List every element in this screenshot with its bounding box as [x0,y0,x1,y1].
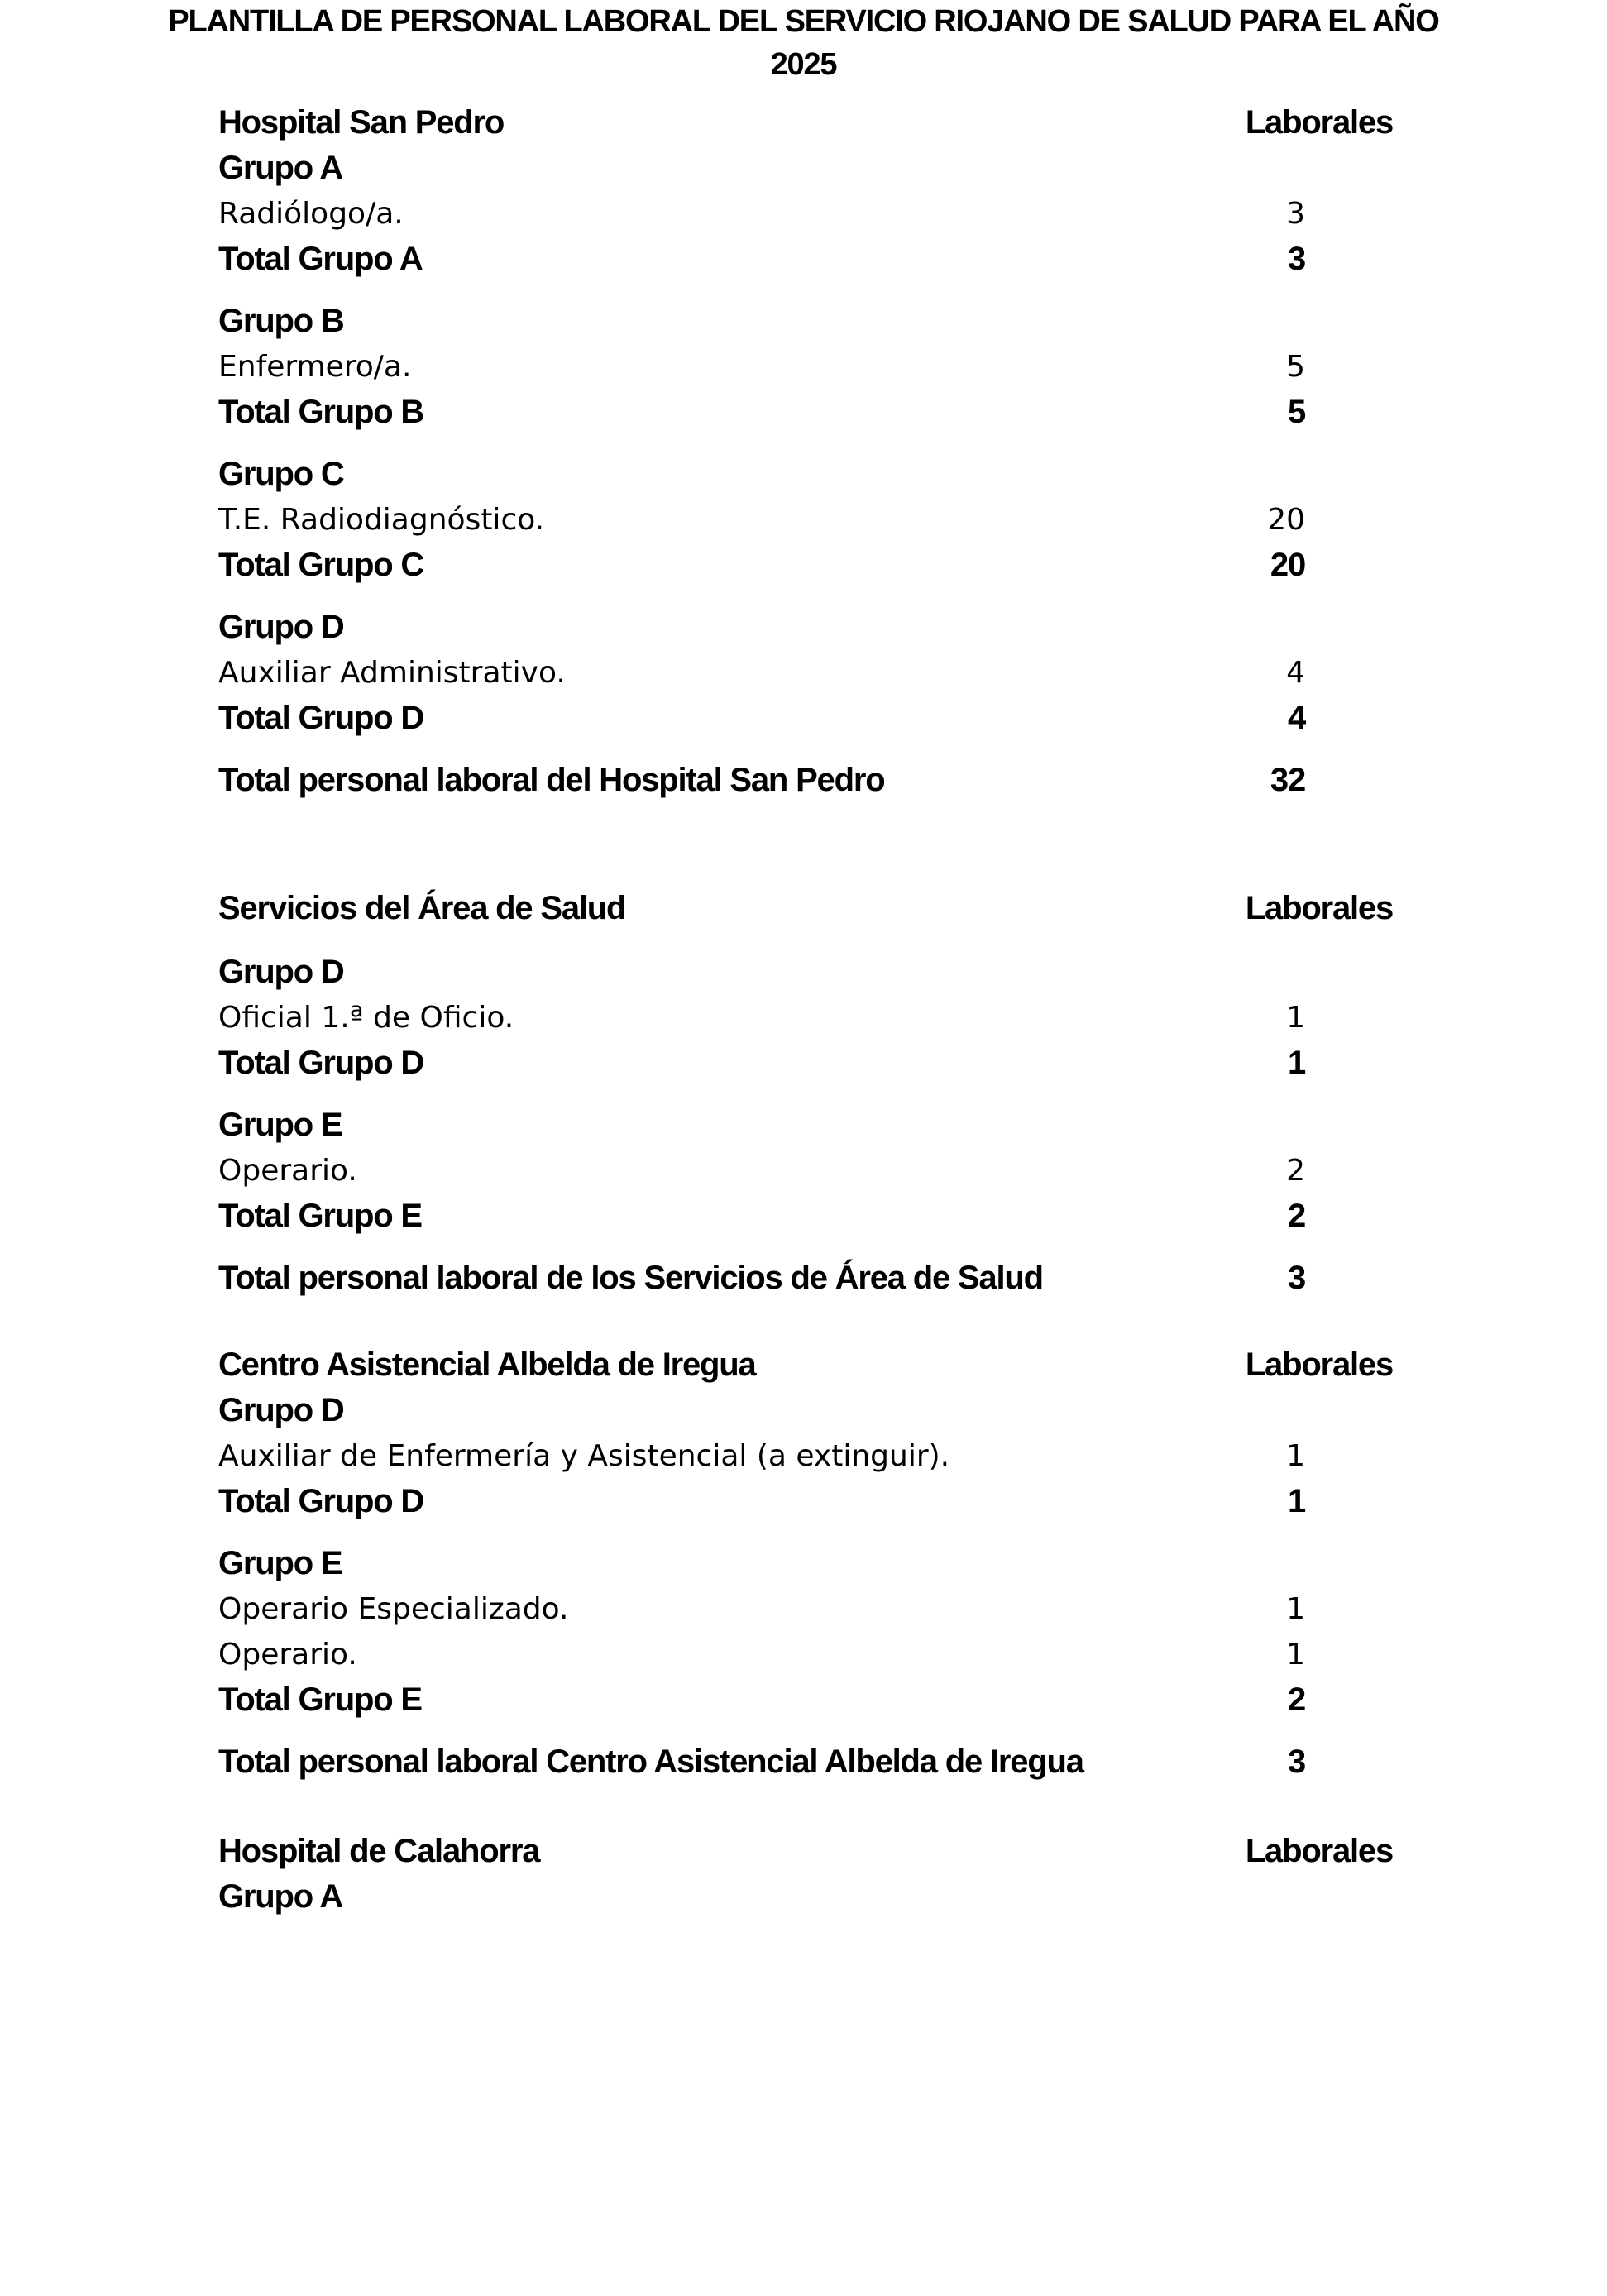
item-label: Operario. [218,1637,357,1672]
group-label [218,1390,1393,1431]
section-name: Servicios del Área de Salud [218,889,626,926]
section-total-row [218,1741,1393,1782]
item-row [218,652,1393,693]
group-label [218,606,1393,648]
group-name: Grupo C [218,455,344,492]
group-total-value: 20 [1270,546,1305,583]
section-total-label: Total personal laboral de los Servicios de Área de Salud [218,1259,1043,1296]
group-total-row [218,697,1393,739]
group-total-value: 2 [1287,1681,1305,1718]
group-total-value: 4 [1287,699,1305,736]
group-total-label: Total Grupo B [218,393,424,430]
group-name: Grupo A [218,149,343,186]
item-value: 4 [1286,655,1305,690]
item-value: 1 [1286,1591,1305,1626]
column-header-laborales: Laborales [1245,1346,1393,1383]
item-label: Radiólogo/a. [218,196,404,231]
section-header-hospital-calahorra [218,1830,1393,1872]
section-name: Centro Asistencial Albelda de Iregua [218,1346,756,1383]
group-label [218,951,1393,993]
item-value: 20 [1267,502,1305,537]
group-total-label: Total Grupo E [218,1681,422,1718]
item-label: Auxiliar de Enfermería y Asistencial (a extinguir). [218,1438,950,1473]
item-row [218,499,1393,540]
item-label: Operario Especializado. [218,1591,569,1626]
group-total-row [218,391,1393,433]
group-label [218,1104,1393,1146]
group-name: Grupo E [218,1544,342,1581]
group-total-row [218,1480,1393,1522]
group-name: Grupo B [218,302,344,339]
group-name: Grupo E [218,1106,342,1143]
item-row [218,997,1393,1038]
item-label: Auxiliar Administrativo. [218,655,566,690]
item-row [218,1435,1393,1476]
section-total-row [218,759,1393,801]
section-total-row [218,1257,1393,1299]
section-total-value: 3 [1287,1743,1305,1780]
section-total-label: Total personal laboral del Hospital San Pedro [218,761,885,798]
item-value: 1 [1286,1438,1305,1473]
group-total-row [218,1042,1393,1083]
column-header-laborales: Laborales [1245,1832,1393,1869]
document-title: PLANTILLA DE PERSONAL LABORAL DEL SERVICIO RIOJANO DE SALUD PARA EL AÑO 2025 [168,4,1439,82]
column-header-laborales: Laborales [1245,103,1393,141]
item-row [218,193,1393,234]
group-total-label: Total Grupo D [218,1044,424,1081]
item-value: 1 [1286,1000,1305,1035]
section-total-value: 3 [1287,1259,1305,1296]
group-total-value: 1 [1287,1482,1305,1519]
item-value: 5 [1286,349,1305,384]
group-total-value: 2 [1287,1197,1305,1234]
group-label [218,147,1393,189]
item-row [218,1588,1393,1629]
section-header-hospital-san-pedro [218,102,1393,143]
group-label [218,1876,1393,1917]
group-total-label: Total Grupo C [218,546,424,583]
group-label [218,1543,1393,1584]
group-total-value: 3 [1287,240,1305,277]
group-total-row [218,1679,1393,1720]
group-total-row [218,1195,1393,1236]
section-total-label: Total personal laboral Centro Asistencial Albelda de Iregua [218,1743,1083,1780]
group-total-row [218,544,1393,586]
group-total-label: Total Grupo A [218,240,423,277]
item-value: 3 [1286,196,1305,231]
group-total-label: Total Grupo D [218,1482,424,1519]
item-row [218,1150,1393,1191]
group-label [218,453,1393,495]
item-row [218,1634,1393,1675]
group-label [218,300,1393,342]
group-name: Grupo D [218,608,344,645]
group-total-label: Total Grupo D [218,699,424,736]
item-label: Operario. [218,1153,357,1188]
group-total-row [218,238,1393,280]
item-label: Oficial 1.ª de Oficio. [218,1000,514,1035]
item-label: Enfermero/a. [218,349,412,384]
section-header-centro-albelda [218,1344,1393,1385]
item-value: 1 [1286,1637,1305,1672]
item-label: T.E. Radiodiagnóstico. [218,502,545,537]
group-total-value: 5 [1287,393,1305,430]
group-name: Grupo D [218,953,344,990]
item-value: 2 [1286,1153,1305,1188]
section-total-value: 32 [1270,761,1305,798]
section-name: Hospital de Calahorra [218,1832,540,1869]
section-name: Hospital San Pedro [218,103,505,141]
section-header-servicios-area-salud [218,887,1393,929]
column-header-laborales: Laborales [1245,889,1393,926]
item-row [218,346,1393,387]
group-name: Grupo A [218,1877,343,1915]
group-name: Grupo D [218,1391,344,1428]
group-total-value: 1 [1287,1044,1305,1081]
group-total-label: Total Grupo E [218,1197,422,1234]
